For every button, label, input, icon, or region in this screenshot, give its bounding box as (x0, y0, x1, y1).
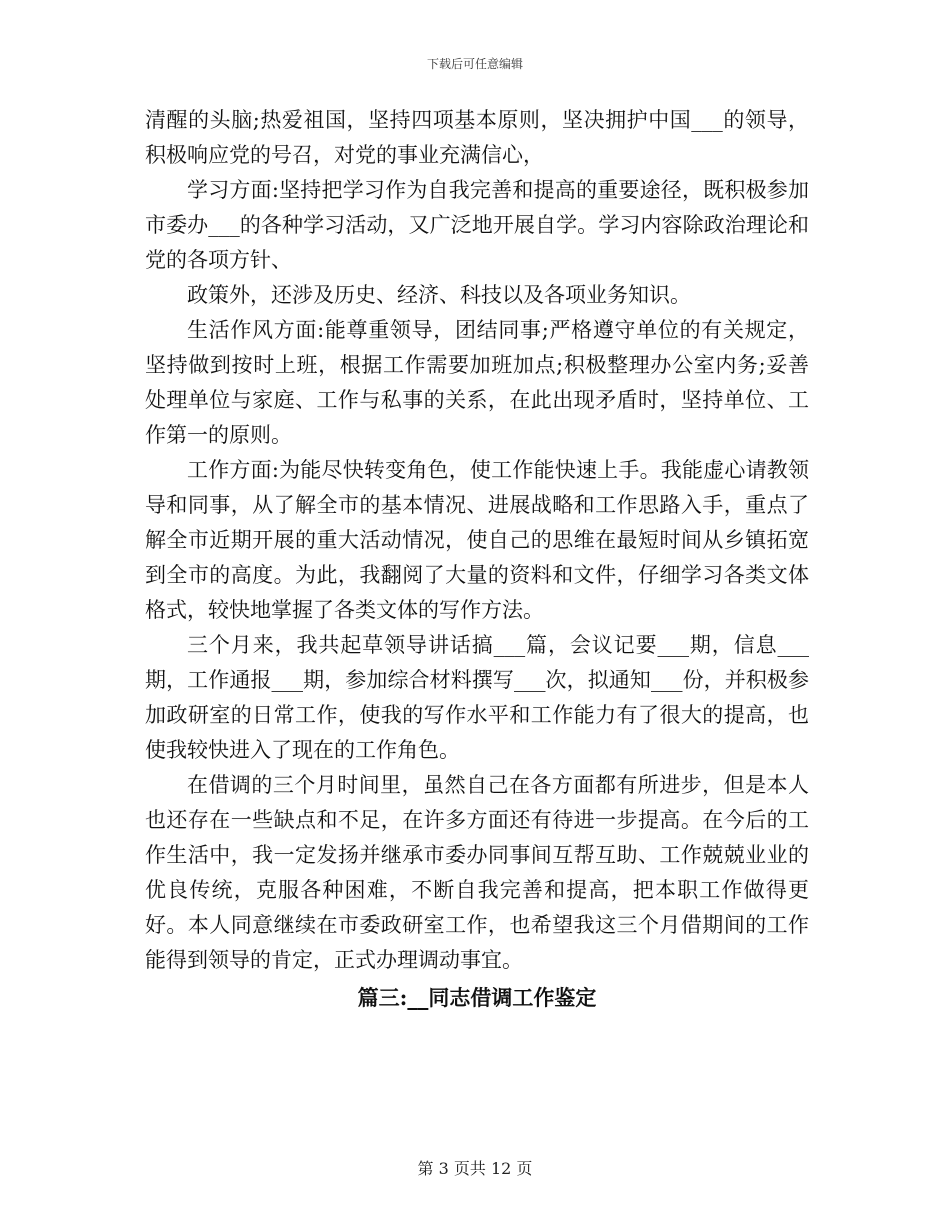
paragraph-work: 工作方面:为能尽快转变角色，使工作能快速上手。我能虚心请教领导和同事，从了解全市的基本情况、进展战略和工作思路入手，重点了解全市近期开展的重大活动情况，使自己的思维在最短时间从乡镇拓宽到全市的高度。为此，我翻阅了大量的资料和文件，仔细学习各类文体格式，较快地掌握了各类文体的写作方法。 (145, 458, 809, 622)
paragraph-achievements: 三个月来，我共起草领导讲话搞___篇，会议记要___期，信息___期，工作通报___期，参加综合材料撰写___次，拟通知___份，并积极参加政研室的日常工作，使我的写作水平和工作能力有了很大的提高，也使我较快进入了现在的工作角色。 (145, 633, 809, 762)
paragraph-study: 学习方面:坚持把学习作为自我完善和提高的重要途径，既积极参加市委办___的各种学习活动，又广泛地开展自学。学习内容除政治理论和党的各项方针、 (145, 178, 809, 272)
paragraph-study-continued: 政策外，还涉及历史、经济、科技以及各项业务知识。 (187, 283, 691, 307)
paragraph-conclusion: 在借调的三个月时间里，虽然自己在各方面都有所进步，但是本人也还存在一些缺点和不足，在许多方面还有待进一步提高。在今后的工作生活中，我一定发扬并继承市委办同事间互帮互助、工作兢兢业业的优良传统，克服各种困难，不断自我完善和提高，把本职工作做得更好。本人同意继续在市委政研室工作，也希望我这三个月借期间的工作能得到领导的肯定，正式办理调动事宜。 (145, 773, 809, 972)
page-header-note: 下载后可任意编辑 (426, 57, 523, 71)
section-title: 篇三:__同志借调工作鉴定 (357, 985, 597, 1010)
page-footer: 第 3 页共 12 页 (417, 1159, 533, 1178)
paragraph-lifestyle: 生活作风方面:能尊重领导，团结同事;严格遵守单位的有关规定，坚持做到按时上班，根据工作需要加班加点;积极整理办公室内务;妥善处理单位与家庭、工作与私事的关系，在此出现矛盾时，坚持单位、工作第一的原则。 (145, 318, 809, 447)
document-body (145, 103, 809, 1015)
paragraph-continued: 清醒的头脑;热爱祖国，坚持四项基本原则，坚决拥护中国___的领导，积极响应党的号召，对党的事业充满信心， (145, 108, 809, 167)
